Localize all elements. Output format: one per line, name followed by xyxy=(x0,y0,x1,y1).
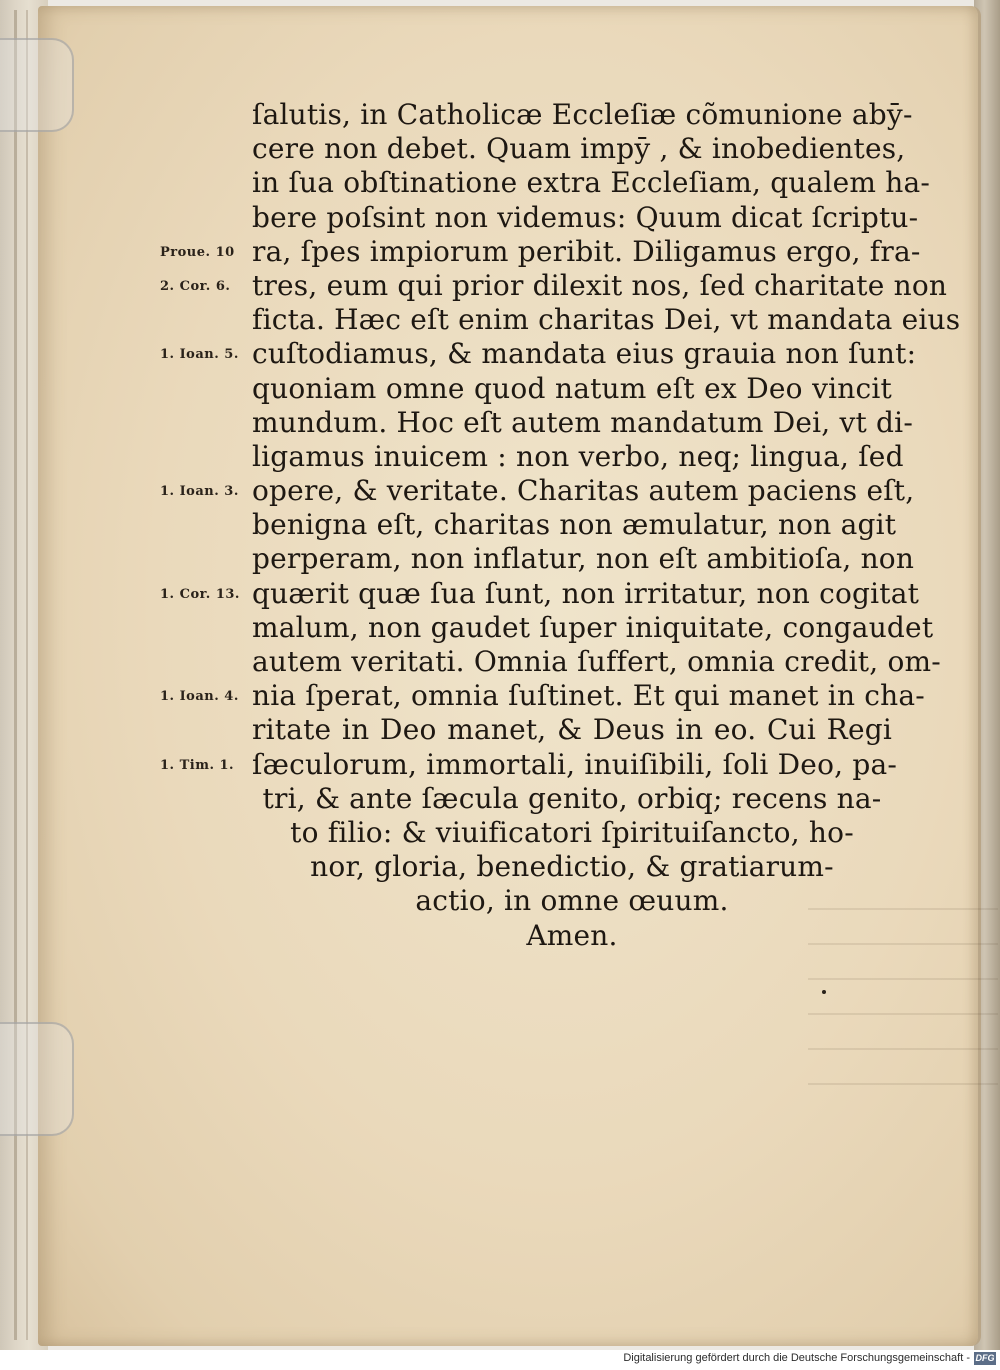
body-text xyxy=(252,98,961,953)
marginal-note: 1. Cor. 13. xyxy=(160,586,240,602)
text-line: actio, in omne œuum. xyxy=(415,884,729,918)
text-line: cuſtodiamus, & mandata eius grauia non ſunt: xyxy=(252,337,917,371)
text-line: opere, & veritate. Charitas autem paciens eſt, xyxy=(252,474,915,508)
gutter-edge-inner xyxy=(26,10,28,1340)
marginal-note: 2. Cor. 6. xyxy=(160,279,231,294)
text-line: ra, ſpes impiorum peribit. Diligamus ergo, fra- xyxy=(252,234,921,268)
stray-dot xyxy=(822,990,826,994)
marginal-note: 1. Ioan. 4. xyxy=(160,689,239,705)
marginal-note: 1. Ioan. 3. xyxy=(160,484,239,500)
marginal-note: 1. Ioan. 5. xyxy=(160,347,239,363)
text-line: nor, gloria, benedictio, & gratiarum- xyxy=(310,850,834,884)
text-line: autem veritati. Omnia ſuffert, omnia credit, om- xyxy=(252,645,941,678)
page-clip-bottom xyxy=(0,1022,74,1136)
text-line: quærit quæ ſua ſunt, non irritatur, non cogitat xyxy=(252,576,920,610)
gutter-edge xyxy=(14,10,17,1340)
text-line: malum, non gaudet ſuper iniquitate, congaudet xyxy=(252,610,934,644)
footer-credit: Digitalisierung gefördert durch die Deutsche Forschungsgemeinschaft - xyxy=(623,1352,970,1364)
marginal-note: 1. Tim. 1. xyxy=(160,757,235,773)
text-line: benigna eſt, charitas non æmulatur, non agit xyxy=(252,508,897,542)
dfg-logo: DFG xyxy=(975,1353,995,1363)
text-line: tri, & ante ſæcula genito, orbiq; recens na- xyxy=(262,781,882,815)
text-line: Amen. xyxy=(526,918,618,952)
text-line: perperam, non inflatur, non eſt ambitioſa, non xyxy=(252,542,915,576)
text-line: bere poſsint non videmus: Quum dicat ſcriptu- xyxy=(252,200,919,234)
text-line: mundum. Hoc eſt autem mandatum Dei, vt di- xyxy=(252,405,913,439)
text-line: ſalutis, in Catholicæ Eccleſiæ cõmunione abȳ- xyxy=(252,98,913,131)
text-line: ficta. Hæc eſt enim charitas Dei, vt mandata eius xyxy=(252,303,961,337)
marginal-note: Proue. 10 xyxy=(160,244,235,260)
text-line: quoniam omne quod natum eſt ex Deo vincit xyxy=(252,371,892,405)
text-line: ritate in Deo manet, & Deus in eo. Cui Regi xyxy=(252,713,892,747)
text-line: ſæculorum, immortali, inuiſibili, ſoli Deo, pa- xyxy=(252,747,898,781)
text-line: to filio: & viuificatori ſpirituiſancto, ho- xyxy=(290,815,854,849)
text-line: tres, eum qui prior dilexit nos, ſed charitate non xyxy=(252,268,948,302)
text-line: nia ſperat, omnia ſuſtinet. Et qui manet in cha- xyxy=(252,679,925,713)
text-line: cere non debet. Quam impȳ , & inobedientes, xyxy=(252,132,906,166)
page-clip-top xyxy=(0,38,74,132)
text-line: ligamus inuicem : non verbo, neq; lingua, ſed xyxy=(252,439,904,473)
text-line: in ſua obſtinatione extra Eccleſiam, qualem ha- xyxy=(252,166,931,200)
